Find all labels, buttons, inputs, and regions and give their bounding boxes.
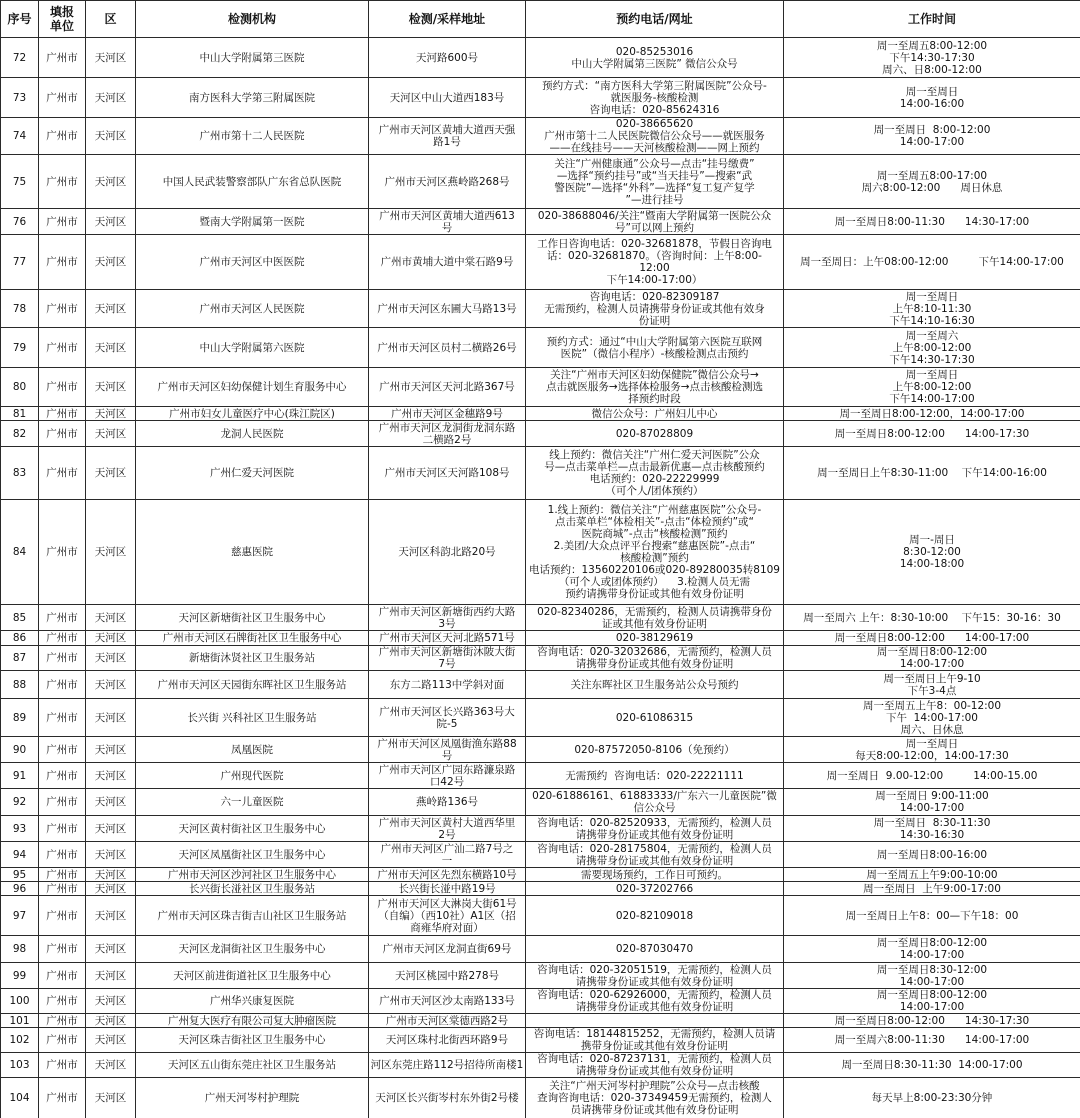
table-row <box>1 155 1080 209</box>
cell-seq: 104 <box>1 1078 39 1118</box>
cell-unit: 广州市 <box>39 1028 86 1053</box>
cell-unit: 广州市 <box>39 896 86 936</box>
cell-org: 广州市天河区天园街东晖社区卫生服务站 <box>136 671 369 699</box>
cell-seq: 98 <box>1 936 39 963</box>
cell-org: 广州市天河区珠吉街吉山社区卫生服务站 <box>136 896 369 936</box>
cell-district: 天河区 <box>86 1053 136 1078</box>
cell-district: 天河区 <box>86 209 136 235</box>
cell-contact: 020-38665620 广州市第十二人民医院微信公众号——就医服务 ——在线挂号——天河核酸检测——网上预约 <box>526 118 784 155</box>
cell-contact: 关注“广州天河岑村护理院”公众号—点击核酸 查询咨询电话：020-37349459无需预约，检测人 员请携带身份证或其他有效身份证明 <box>526 1078 784 1118</box>
table-row <box>1 631 1080 646</box>
cell-district: 天河区 <box>86 646 136 671</box>
header-row <box>1 1 1080 38</box>
cell-org: 广州复大医疗有限公司复大肿瘤医院 <box>136 1014 369 1028</box>
cell-address: 广州市天河区新塘街沐陂大街 7号 <box>369 646 526 671</box>
cell-unit: 广州市 <box>39 868 86 882</box>
cell-district: 天河区 <box>86 936 136 963</box>
table-row <box>1 1053 1080 1078</box>
cell-hours: 周一至周日8:00-12:00 14:00-17:00 <box>784 989 1080 1014</box>
cell-contact: 线上预约：微信关注“广州仁爱天河医院”公众 号—点击菜单栏—点击最新优惠—点击核酸预约 电话预约：020-22229999 （可个人/团体预约） <box>526 447 784 500</box>
cell-seq: 96 <box>1 882 39 896</box>
cell-contact: 关注“广州市天河区妇幼保健院”微信公众号→ 点击就医服务→选择体检服务→点击核酸检测选 择预约时段 <box>526 368 784 407</box>
cell-hours: 周一至周六8:00-11:30 14:00-17:00 <box>784 1028 1080 1053</box>
cell-hours: 周一至周日8:30-12:00 14:00-17:00 <box>784 963 1080 989</box>
cell-org: 长兴街 兴科社区卫生服务站 <box>136 699 369 737</box>
cell-org: 天河区新塘街社区卫生服务中心 <box>136 605 369 631</box>
cell-seq: 97 <box>1 896 39 936</box>
cell-seq: 101 <box>1 1014 39 1028</box>
cell-org: 广州市天河区石牌街社区卫生服务中心 <box>136 631 369 646</box>
cell-hours: 周一至周日 8:00-12:00 14:00-17:00 <box>784 118 1080 155</box>
cell-unit: 广州市 <box>39 816 86 842</box>
cell-address: 广州市黄埔大道中棠石路9号 <box>369 235 526 290</box>
cell-contact: 020-37202766 <box>526 882 784 896</box>
cell-district: 天河区 <box>86 816 136 842</box>
cell-seq: 81 <box>1 407 39 421</box>
cell-org: 天河区五山街东莞庄社区卫生服务站 <box>136 1053 369 1078</box>
cell-contact: 预约方式：“南方医科大学第三附属医院”公众号- 就医服务-核酸检测 咨询电话：020-85624316 <box>526 78 784 118</box>
cell-seq: 75 <box>1 155 39 209</box>
cell-hours: 周一至周日 上午9:00-17:00 <box>784 882 1080 896</box>
cell-seq: 89 <box>1 699 39 737</box>
cell-seq: 87 <box>1 646 39 671</box>
cell-district: 天河区 <box>86 842 136 868</box>
cell-seq: 95 <box>1 868 39 882</box>
cell-seq: 90 <box>1 737 39 763</box>
header-org: 检测机构 <box>136 1 369 38</box>
cell-org: 广州仁爱天河医院 <box>136 447 369 500</box>
cell-unit: 广州市 <box>39 989 86 1014</box>
cell-org: 六一儿童医院 <box>136 789 369 816</box>
table-row <box>1 78 1080 118</box>
cell-unit: 广州市 <box>39 936 86 963</box>
table-row <box>1 290 1080 328</box>
cell-unit: 广州市 <box>39 1078 86 1118</box>
cell-org: 天河区珠吉街社区卫生服务中心 <box>136 1028 369 1053</box>
cell-address: 广州市天河区广汕二路7号之 一 <box>369 842 526 868</box>
cell-org: 凤凰医院 <box>136 737 369 763</box>
cell-seq: 94 <box>1 842 39 868</box>
cell-unit: 广州市 <box>39 118 86 155</box>
cell-address: 天河路600号 <box>369 38 526 78</box>
table-row <box>1 737 1080 763</box>
cell-unit: 广州市 <box>39 699 86 737</box>
cell-address: 广州市天河区黄埔大道西613 号 <box>369 209 526 235</box>
cell-org: 广州市天河区中医医院 <box>136 235 369 290</box>
table-row <box>1 447 1080 500</box>
cell-address: 东方二路113中学斜对面 <box>369 671 526 699</box>
cell-district: 天河区 <box>86 699 136 737</box>
cell-unit: 广州市 <box>39 789 86 816</box>
table-row <box>1 816 1080 842</box>
cell-district: 天河区 <box>86 78 136 118</box>
header-district: 区 <box>86 1 136 38</box>
cell-org: 龙洞人民医院 <box>136 421 369 447</box>
cell-org: 天河区黄村街社区卫生服务中心 <box>136 816 369 842</box>
cell-hours: 周一至周日8:00-16:00 <box>784 842 1080 868</box>
cell-district: 天河区 <box>86 447 136 500</box>
table-row <box>1 118 1080 155</box>
cell-contact: 需要现场预约，工作日可预约。 <box>526 868 784 882</box>
cell-contact: 020-87572050-8106（免预约） <box>526 737 784 763</box>
cell-hours: 周一至周五上午8：00-12:00 下午 14:00-17:00 周六、日休息 <box>784 699 1080 737</box>
cell-contact: 020-61086315 <box>526 699 784 737</box>
cell-district: 天河区 <box>86 500 136 605</box>
cell-address: 广州市天河区黄埔大道西天强 路1号 <box>369 118 526 155</box>
cell-address: 广州市天河区天河路108号 <box>369 447 526 500</box>
cell-address: 广州市天河区先烈东横路10号 <box>369 868 526 882</box>
cell-unit: 广州市 <box>39 763 86 789</box>
cell-hours: 周一至周日 14:00-16:00 <box>784 78 1080 118</box>
cell-contact: 关注“广州健康通”公众号—点击“挂号缴费” —选择“预约挂号”或“当天挂号”—搜索“武 警医院”—选择“外科”—选择“复工复产复学 ”—进行挂号 <box>526 155 784 209</box>
cell-address: 天河区科韵北路20号 <box>369 500 526 605</box>
cell-contact: 咨询电话：020-32051519，无需预约，检测人员 请携带身份证或其他有效身份证明 <box>526 963 784 989</box>
cell-seq: 100 <box>1 989 39 1014</box>
cell-district: 天河区 <box>86 38 136 78</box>
table-row <box>1 936 1080 963</box>
cell-district: 天河区 <box>86 407 136 421</box>
table-row <box>1 646 1080 671</box>
table-row <box>1 38 1080 78</box>
cell-unit: 广州市 <box>39 605 86 631</box>
cell-hours: 周一至周六 上午：8:30-10:00 下午15：30-16：30 <box>784 605 1080 631</box>
cell-unit: 广州市 <box>39 500 86 605</box>
cell-contact: 咨询电话：18144815252，无需预约，检测人员请 携带身份证或其他有效身份证明 <box>526 1028 784 1053</box>
cell-unit: 广州市 <box>39 209 86 235</box>
table-row <box>1 209 1080 235</box>
cell-hours: 周一至周六 上午8:00-12:00 下午14:30-17:30 <box>784 328 1080 368</box>
cell-seq: 82 <box>1 421 39 447</box>
cell-hours: 每天早上8:00-23:30分钟 <box>784 1078 1080 1118</box>
cell-address: 广州市天河区龙洞街龙洞东路 二横路2号 <box>369 421 526 447</box>
cell-unit: 广州市 <box>39 38 86 78</box>
cell-org: 中山大学附属第六医院 <box>136 328 369 368</box>
cell-seq: 86 <box>1 631 39 646</box>
cell-unit: 广州市 <box>39 1053 86 1078</box>
cell-seq: 84 <box>1 500 39 605</box>
cell-hours: 周一至周日8:30-11:30 14:00-17:00 <box>784 1053 1080 1078</box>
cell-seq: 73 <box>1 78 39 118</box>
cell-seq: 72 <box>1 38 39 78</box>
cell-unit: 广州市 <box>39 78 86 118</box>
cell-address: 长兴街长湴中路19号 <box>369 882 526 896</box>
cell-contact: 020-85253016 中山大学附属第三医院” 微信公众号 <box>526 38 784 78</box>
cell-org: 广州市天河区沙河社区卫生服务中心 <box>136 868 369 882</box>
cell-contact: 1.线上预约：微信关注“广州慈惠医院”公众号- 点击菜单栏“体检相关”-点击“体检预约”或“ 医院商城”-点击“核酸检测”预约 2.美团/大众点评平台搜索“慈惠医院”-点击“ 核酸检测”预约 电话预约：13560220106或020-89280035转8109 （可个人或团体预约） 3.检测人员无需 预约请携带身份证或其他有效身份证明 <box>526 500 784 605</box>
cell-org: 广州华兴康复医院 <box>136 989 369 1014</box>
cell-district: 天河区 <box>86 290 136 328</box>
table-row <box>1 842 1080 868</box>
cell-seq: 88 <box>1 671 39 699</box>
header-contact: 预约电话/网址 <box>526 1 784 38</box>
cell-district: 天河区 <box>86 1078 136 1118</box>
table-row <box>1 989 1080 1014</box>
cell-unit: 广州市 <box>39 447 86 500</box>
cell-address: 广州市天河区天河北路367号 <box>369 368 526 407</box>
table-row <box>1 328 1080 368</box>
cell-hours: 周一-周日 8:30-12:00 14:00-18:00 <box>784 500 1080 605</box>
table-row <box>1 1028 1080 1053</box>
cell-address: 广州市天河区员村二横路26号 <box>369 328 526 368</box>
cell-unit: 广州市 <box>39 963 86 989</box>
cell-hours: 周一至周五8:00-12:00 下午14:30-17:30 周六、日8:00-12:00 <box>784 38 1080 78</box>
cell-org: 慈惠医院 <box>136 500 369 605</box>
cell-org: 暨南大学附属第一医院 <box>136 209 369 235</box>
cell-district: 天河区 <box>86 1014 136 1028</box>
cell-hours: 周一至周日 9:00-11:00 14:00-17:00 <box>784 789 1080 816</box>
cell-unit: 广州市 <box>39 646 86 671</box>
cell-district: 天河区 <box>86 868 136 882</box>
cell-unit: 广州市 <box>39 882 86 896</box>
table-row <box>1 368 1080 407</box>
header-unit: 填报 单位 <box>39 1 86 38</box>
cell-unit: 广州市 <box>39 368 86 407</box>
cell-address: 天河区长兴街岑村东外街2号楼 <box>369 1078 526 1118</box>
table-row <box>1 789 1080 816</box>
cell-org: 中山大学附属第三医院 <box>136 38 369 78</box>
cell-district: 天河区 <box>86 989 136 1014</box>
cell-address: 广州市天河区广园东路濂泉路 口42号 <box>369 763 526 789</box>
cell-hours: 周一至周日8:00-12:00 14:00-17:00 <box>784 646 1080 671</box>
cell-address: 天河区珠村北街西环路9号 <box>369 1028 526 1053</box>
cell-address: 广州市天河区天河北路571号 <box>369 631 526 646</box>
cell-district: 天河区 <box>86 963 136 989</box>
cell-district: 天河区 <box>86 896 136 936</box>
cell-contact: 无需预约 咨询电话：020-22221111 <box>526 763 784 789</box>
cell-unit: 广州市 <box>39 737 86 763</box>
cell-seq: 74 <box>1 118 39 155</box>
cell-contact: 020-38129619 <box>526 631 784 646</box>
cell-address: 广州市天河区金穗路9号 <box>369 407 526 421</box>
table-row <box>1 1014 1080 1028</box>
cell-unit: 广州市 <box>39 671 86 699</box>
cell-hours: 周一至周日8:00-12:00，14:00-17:00 <box>784 407 1080 421</box>
cell-contact: 020-87030470 <box>526 936 784 963</box>
cell-district: 天河区 <box>86 605 136 631</box>
cell-org: 广州市天河区人民医院 <box>136 290 369 328</box>
cell-seq: 79 <box>1 328 39 368</box>
cell-address: 天河区桃园中路278号 <box>369 963 526 989</box>
cell-address: 广州市天河区燕岭路268号 <box>369 155 526 209</box>
cell-address: 广州市天河区龙洞直街69号 <box>369 936 526 963</box>
cell-address: 广州市天河区大淋岗大街61号 （自编）（西10社）A1区（招 商雍华府对面） <box>369 896 526 936</box>
cell-unit: 广州市 <box>39 842 86 868</box>
cell-district: 天河区 <box>86 671 136 699</box>
cell-org: 天河区前进街道社区卫生服务中心 <box>136 963 369 989</box>
cell-district: 天河区 <box>86 789 136 816</box>
cell-unit: 广州市 <box>39 155 86 209</box>
cell-district: 天河区 <box>86 421 136 447</box>
cell-hours: 周一至周日8:00-12:00 14:30-17:30 <box>784 1014 1080 1028</box>
cell-district: 天河区 <box>86 368 136 407</box>
cell-contact: 020-38688046/关注“暨南大学附属第一医院公众 号”可以网上预约 <box>526 209 784 235</box>
cell-org: 长兴街长湴社区卫生服务站 <box>136 882 369 896</box>
cell-contact: 预约方式：通过“中山大学附属第六医院互联网 医院”（微信小程序）-核酸检测点击预约 <box>526 328 784 368</box>
cell-district: 天河区 <box>86 882 136 896</box>
cell-hours: 周一至周日8:00-12:00 14:00-17:00 <box>784 936 1080 963</box>
header-seq: 序号 <box>1 1 39 38</box>
cell-contact: 咨询电话：020-82309187 无需预约，检测人员请携带身份证或其他有效身 份证明 <box>526 290 784 328</box>
cell-contact: 咨询电话：020-82520933，无需预约，检测人员 请携带身份证或其他有效身份证明 <box>526 816 784 842</box>
table-row <box>1 500 1080 605</box>
cell-district: 天河区 <box>86 1028 136 1053</box>
cell-contact: 咨询电话：020-32032686，无需预约，检测人员 请携带身份证或其他有效身份证明 <box>526 646 784 671</box>
cell-contact: 工作日咨询电话：020-32681878，节假日咨询电 话：020-32681870。（咨询时间：上午8:00- 12:00 下午14:00-17:00） <box>526 235 784 290</box>
cell-seq: 80 <box>1 368 39 407</box>
cell-contact: 020-61886161、61883333/广东六一儿童医院”微 信公众号 <box>526 789 784 816</box>
cell-org: 中国人民武装警察部队广东省总队医院 <box>136 155 369 209</box>
table-row <box>1 963 1080 989</box>
cell-contact: 020-87028809 <box>526 421 784 447</box>
cell-district: 天河区 <box>86 763 136 789</box>
cell-contact: 咨询电话：020-87237131，无需预约，检测人员 请携带身份证或其他有效身份证明 <box>526 1053 784 1078</box>
cell-address: 广州市天河区黄村大道西华里 2号 <box>369 816 526 842</box>
table-row <box>1 1078 1080 1118</box>
cell-address: 广州市天河区新塘街西约大路 3号 <box>369 605 526 631</box>
cell-seq: 103 <box>1 1053 39 1078</box>
cell-contact: 咨询电话：020-28175804，无需预约，检测人员 请携带身份证或其他有效身份证明 <box>526 842 784 868</box>
cell-district: 天河区 <box>86 235 136 290</box>
cell-seq: 85 <box>1 605 39 631</box>
cell-district: 天河区 <box>86 118 136 155</box>
table-row <box>1 605 1080 631</box>
cell-hours: 周一至周日8:00-11:30 14:30-17:00 <box>784 209 1080 235</box>
cell-contact <box>526 1014 784 1028</box>
cell-address: 广州市天河区东圃大马路13号 <box>369 290 526 328</box>
header-hours: 工作时间 <box>784 1 1080 38</box>
cell-address: 广州市天河区沙太南路133号 <box>369 989 526 1014</box>
cell-org: 天河区凤凰街社区卫生服务中心 <box>136 842 369 868</box>
cell-org: 广州市第十二人民医院 <box>136 118 369 155</box>
cell-address: 广州市天河区长兴路363号大 院-5 <box>369 699 526 737</box>
cell-org: 天河区龙洞街社区卫生服务中心 <box>136 936 369 963</box>
cell-hours: 周一至周日 上午8:00-12:00 下午14:00-17:00 <box>784 368 1080 407</box>
cell-seq: 78 <box>1 290 39 328</box>
cell-district: 天河区 <box>86 328 136 368</box>
cell-seq: 91 <box>1 763 39 789</box>
cell-district: 天河区 <box>86 737 136 763</box>
cell-hours: 周一至周五上午9:00-10:00 <box>784 868 1080 882</box>
cell-org: 南方医科大学第三附属医院 <box>136 78 369 118</box>
cell-org: 广州现代医院 <box>136 763 369 789</box>
cell-unit: 广州市 <box>39 421 86 447</box>
cell-district: 天河区 <box>86 631 136 646</box>
table-row <box>1 235 1080 290</box>
cell-unit: 广州市 <box>39 631 86 646</box>
cell-hours: 周一至周日8:00-12:00 14:00-17:00 <box>784 631 1080 646</box>
cell-hours: 周一至周日 9.00-12:00 14:00-15.00 <box>784 763 1080 789</box>
cell-address: 广州市天河区棠德西路2号 <box>369 1014 526 1028</box>
cell-hours: 周一至周日 8:30-11:30 14:30-16:30 <box>784 816 1080 842</box>
cell-hours: 周一至周日8:00-12:00 14:00-17:30 <box>784 421 1080 447</box>
header-address: 检测/采样地址 <box>369 1 526 38</box>
cell-hours: 周一至周日 上午8:10-11:30 下午14:10-16:30 <box>784 290 1080 328</box>
cell-hours: 周一至周日上午8：00—下午18：00 <box>784 896 1080 936</box>
cell-contact: 020-82109018 <box>526 896 784 936</box>
cell-contact: 微信公众号：广州妇儿中心 <box>526 407 784 421</box>
cell-seq: 83 <box>1 447 39 500</box>
cell-org: 广州市妇女儿童医疗中心(珠江院区) <box>136 407 369 421</box>
cell-hours: 周一至周日 每天8:00-12:00，14:00-17:30 <box>784 737 1080 763</box>
cell-contact: 关注东晖社区卫生服务站公众号预约 <box>526 671 784 699</box>
cell-seq: 93 <box>1 816 39 842</box>
table-row <box>1 671 1080 699</box>
cell-seq: 77 <box>1 235 39 290</box>
cell-address: 河区东莞庄路112号招待所南楼1 <box>369 1053 526 1078</box>
cell-seq: 99 <box>1 963 39 989</box>
table-row <box>1 763 1080 789</box>
table-row <box>1 882 1080 896</box>
table-row <box>1 699 1080 737</box>
cell-address: 天河区中山大道西183号 <box>369 78 526 118</box>
cell-unit: 广州市 <box>39 407 86 421</box>
cell-hours: 周一至周日：上午08:00-12:00 下午14:00-17:00 <box>784 235 1080 290</box>
cell-contact: 020-82340286，无需预约，检测人员请携带身份 证或其他有效身份证明 <box>526 605 784 631</box>
cell-org: 新塘街沐贤社区卫生服务站 <box>136 646 369 671</box>
cell-hours: 周一至周五8:00-17:00 周六8:00-12:00 周日休息 <box>784 155 1080 209</box>
cell-contact: 咨询电话：020-62926000，无需预约，检测人员 请携带身份证或其他有效身份证明 <box>526 989 784 1014</box>
cell-address: 燕岭路136号 <box>369 789 526 816</box>
cell-seq: 76 <box>1 209 39 235</box>
cell-seq: 102 <box>1 1028 39 1053</box>
cell-unit: 广州市 <box>39 235 86 290</box>
table-row <box>1 407 1080 421</box>
table-row <box>1 421 1080 447</box>
table-row <box>1 868 1080 882</box>
cell-unit: 广州市 <box>39 1014 86 1028</box>
cell-unit: 广州市 <box>39 328 86 368</box>
cell-seq: 92 <box>1 789 39 816</box>
cell-address: 广州市天河区凤凰街渔东路88 号 <box>369 737 526 763</box>
cell-hours: 周一至周日上午8:30-11:00 下午14:00-16:00 <box>784 447 1080 500</box>
table-row <box>1 896 1080 936</box>
cell-hours: 周一至周日上午9-10 下午3-4点 <box>784 671 1080 699</box>
cell-org: 广州市天河区妇幼保健计划生育服务中心 <box>136 368 369 407</box>
table-body <box>1 38 1080 1118</box>
cell-unit: 广州市 <box>39 290 86 328</box>
cell-org: 广州天河岑村护理院 <box>136 1078 369 1118</box>
cell-district: 天河区 <box>86 155 136 209</box>
